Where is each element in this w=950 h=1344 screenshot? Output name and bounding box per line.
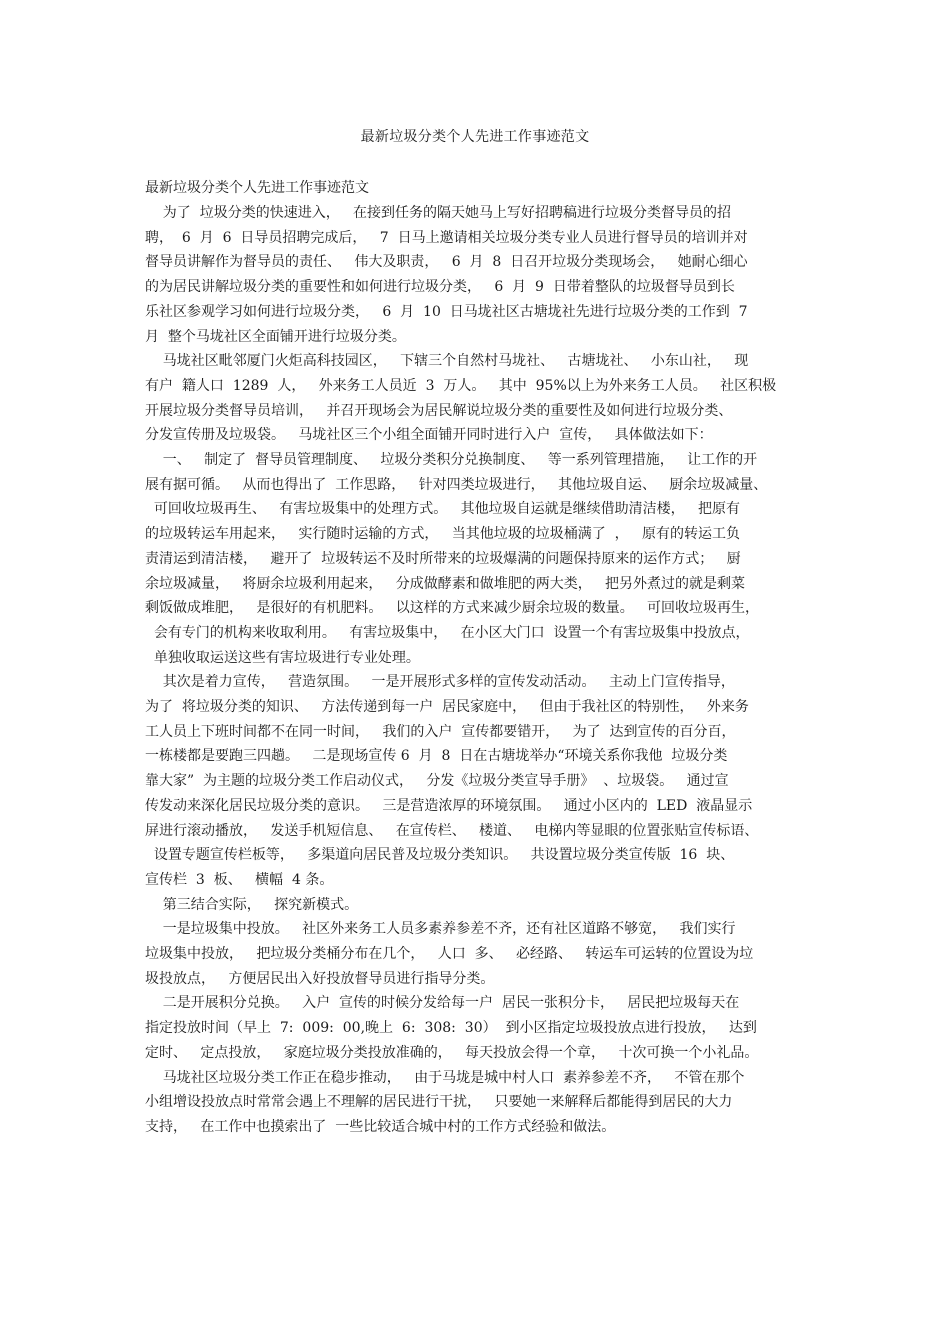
- body-line: 会有专门的机构来收取利用。 有害垃圾集中， 在小区大门口 设置一个有害垃圾集中投放点，: [145, 624, 750, 641]
- body-line: 工人员上下班时间都不在同一时间， 我们的入户 宣传都要错开， 为了 达到宣传的百分百，: [145, 723, 736, 740]
- body-line: 指定投放时间（早上 7: 009: 00,晚上 6: 308: 30） 到小区指定垃圾投放点进行投放， 达到: [145, 1020, 757, 1037]
- body-line: 单独收取运送这些有害垃圾进行专业处理。: [145, 649, 420, 666]
- body-line: 责清运到清洁楼， 避开了 垃圾转运不及时所带来的垃圾爆满的问题保持原来的运作方式； 厨: [145, 550, 741, 567]
- body-line: 展有据可循。 从而也得出了 工作思路， 针对四类垃圾进行， 其他垃圾自运、 厨余垃圾减量、: [145, 476, 768, 493]
- body-line: 月 整个马垅社区全面铺开进行垃圾分类。: [145, 328, 406, 345]
- body-line: 一是垃圾集中投放。 社区外来务工人员多素养参差不齐，还有社区道路不够宽， 我们实行: [145, 921, 736, 938]
- body-line: 余垃圾减量， 将厨余垃圾利用起来， 分成做酵素和做堆肥的两大类， 把另外煮过的就是剩菜: [145, 575, 746, 592]
- body-line: 的为居民讲解垃圾分类的重要性和如何进行垃圾分类， 6 月 9 日带着整队的垃圾督导员到长: [145, 279, 735, 296]
- body-line: 垃圾集中投放， 把垃圾分类桶分布在几个， 人口 多、 必经路、 转运车可运转的位置设为垃: [145, 946, 754, 962]
- body-line: 一、 制定了 督导员管理制度、 垃圾分类积分兑换制度、 等一系列管理措施， 让工作的开: [145, 452, 758, 468]
- body-line: 传发动来深化居民垃圾分类的意识。 三是营造浓厚的环境氛围。 通过小区内的 LED 液晶显示: [145, 797, 753, 814]
- document-subtitle: 最新垃圾分类个人先进工作事迹范文: [145, 180, 369, 196]
- body-line: 宣传栏 3 板、 横幅 4 条。: [145, 871, 334, 888]
- body-line: 第三结合实际， 探究新模式。: [145, 896, 359, 913]
- body-line: 聘， 6 月 6 日导员招聘完成后， 7 日马上邀请相关垃圾分类专业人员进行督导员的培训并对: [145, 229, 748, 246]
- body-line: 马垅社区毗邻厦门火炬高科技园区， 下辖三个自然村马垅社、 古塘垅社、 小东山社， 现: [145, 353, 749, 370]
- document-title: 最新垃圾分类个人先进工作事迹范文: [360, 129, 590, 145]
- body-line: 督导员讲解作为督导员的责任、 伟大及职责， 6 月 8 日召开垃圾分类现场会， 她耐心细心: [145, 254, 748, 271]
- body-line: 剩饭做成堆肥， 是很好的有机肥料。 以这样的方式来减少厨余垃圾的数量。 可回收垃圾再生，: [145, 600, 760, 617]
- body-line: 二是开展积分兑换。 入户 宣传的时候分发给每一户 居民一张积分卡， 居民把垃圾每天在: [145, 995, 740, 1012]
- body-line: 其次是着力宣传， 营造氛围。 一是开展形式多样的宣传发动活动。 主动上门宣传指导，: [145, 674, 735, 691]
- body-line: 设置专题宣传栏板等， 多渠道向居民普及垃圾分类知识。 共设置垃圾分类宣传版 16 块、: [145, 847, 735, 864]
- body-line: 乐社区参观学习如何进行垃圾分类， 6 月 10 日马垅社区古塘垅社先进行垃圾分类的工作到 7: [145, 303, 748, 320]
- body-line: 为了 垃圾分类的快速进入， 在接到任务的隔天她马上写好招聘稿进行垃圾分类督导员的招: [145, 205, 732, 221]
- body-line: 屏进行滚动播放， 发送手机短信息、 在宣传栏、 楼道、 电梯内等显眼的位置张贴宣传标语、: [145, 822, 759, 839]
- body-line: 的垃圾转运车用起来， 实行随时运输的方式， 当其他垃圾的垃圾桶满了 ， 原有的转运工负: [145, 526, 740, 543]
- body-line: 定时、 定点投放， 家庭垃圾分类投放准确的， 每天投放会得一个章， 十次可换一个小礼品。: [145, 1044, 759, 1061]
- body-line: 有户 籍人口 1289 人， 外来务工人员近 3 万人。 其中 95%以上为外来务工人员。 社区积极: [145, 377, 777, 394]
- body-line: 为了 将垃圾分类的知识、 方法传递到每一户 居民家庭中， 但由于我社区的特别性， 外来务: [145, 699, 749, 715]
- body-line: 可回收垃圾再生、 有害垃圾集中的处理方式。 其他垃圾自运就是继续借助清洁楼， 把原有: [145, 501, 740, 518]
- body-line: 马垅社区垃圾分类工作正在稳步推动， 由于马垅是城中村人口 素养参差不齐， 不管在那个: [145, 1069, 745, 1086]
- body-line: 支持， 在工作中也摸索出了 一些比较适合城中村的工作方式经验和做法。: [145, 1118, 616, 1135]
- body-line: 圾投放点， 方便居民出入好投放督导员进行指导分类。: [145, 970, 495, 987]
- body-line: 开展垃圾分类督导员培训， 并召开现场会为居民解说垃圾分类的重要性及如何进行垃圾分类、: [145, 402, 733, 419]
- body-line: 分发宣传册及垃圾袋。 马垅社区三个小组全面铺开同时进行入户 宣传， 具体做法如下：: [145, 427, 713, 444]
- body-line: 靠大家” 为主题的垃圾分类工作启动仪式， 分发《垃圾分类宣导手册》 、垃圾袋。 通过宣: [145, 773, 729, 790]
- body-line: 小组增设投放点时常常会遇上不理解的居民进行干扰， 只要她一来解释后都能得到居民的大力: [145, 1094, 733, 1111]
- body-line: 一栋楼都是要跑三四趟。 二是现场宣传 6 月 8 日在古塘垅举办“环境关系你我他 垃圾分类: [145, 748, 728, 765]
